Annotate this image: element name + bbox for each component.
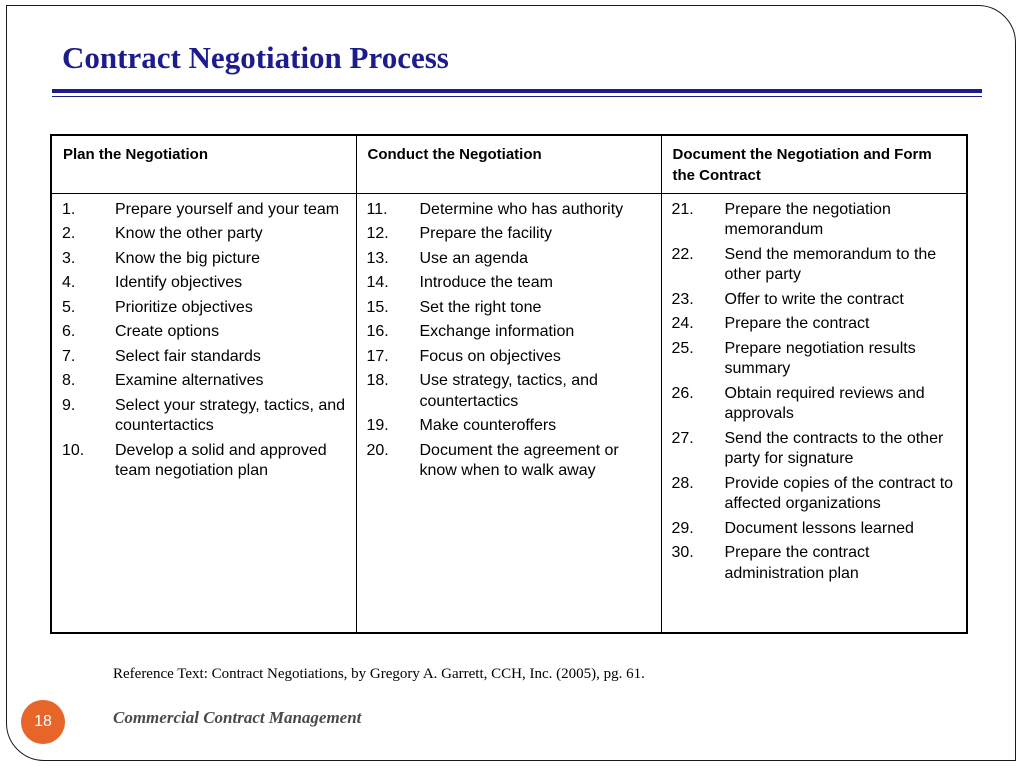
page-number-badge: [21, 700, 65, 744]
list-item: [367, 298, 653, 319]
step-number: 3.: [62, 249, 76, 267]
step-text: Introduce the team: [419, 274, 553, 291]
step-text: Prepare negotiation results summary: [724, 339, 916, 377]
step-text: Prepare the contract administration plan: [724, 544, 870, 582]
step-number: 7.: [62, 347, 76, 365]
list-item: [367, 200, 653, 221]
step-number: 25.: [671, 339, 694, 357]
step-number: 29.: [671, 519, 694, 537]
step-number: 30.: [671, 544, 694, 561]
column-plan: [51, 193, 356, 633]
step-text: Develop a solid and approved team negotiation plan: [115, 441, 327, 479]
column-header-document: Document the Negotiation and Form the Contract: [661, 135, 967, 193]
slide-title: Contract Negotiation Process: [62, 40, 449, 75]
step-number: 17.: [366, 347, 389, 365]
list-item: [672, 543, 959, 584]
step-number: 13.: [366, 249, 389, 267]
list-item: [62, 371, 348, 392]
step-text: Send the contracts to the other party for signature: [724, 429, 944, 467]
list-item: [367, 249, 653, 270]
step-text: Focus on objectives: [419, 347, 561, 365]
list-item: [367, 347, 653, 368]
list-item: [672, 519, 959, 540]
step-number: 9.: [62, 396, 76, 414]
step-text: Provide copies of the contract to affected organizations: [724, 474, 954, 512]
list-item: [62, 273, 348, 294]
list-item: [672, 339, 959, 380]
step-text: Set the right tone: [419, 298, 542, 316]
list-item: [62, 224, 348, 245]
list-item: [367, 371, 653, 412]
step-number: 10.: [62, 441, 85, 459]
list-item: [367, 224, 653, 245]
step-text: Prepare yourself and your team: [115, 200, 340, 218]
step-text: Determine who has authority: [419, 200, 624, 218]
column-header-plan: Plan the Negotiation: [51, 135, 356, 193]
column-document: [661, 193, 967, 633]
step-number: 5.: [62, 298, 76, 316]
step-text: Obtain required reviews and approvals: [724, 384, 925, 422]
column-header-conduct: Conduct the Negotiation: [356, 135, 661, 193]
step-number: 14.: [366, 274, 389, 291]
step-text: Identify objectives: [115, 274, 243, 291]
process-table: [50, 134, 968, 634]
list-item: [62, 249, 348, 270]
step-text: Know the other party: [115, 225, 263, 242]
reference-text: Reference Text: Contract Negotiations, by Gregory A. Garrett, CCH, Inc. (2005), pg. 61.: [113, 666, 645, 682]
list-item: [62, 200, 348, 221]
step-text: Prepare the facility: [419, 225, 553, 242]
step-number: 20.: [366, 441, 389, 459]
list-item: [367, 416, 653, 437]
step-number: 12.: [366, 225, 389, 242]
step-number: 16.: [366, 323, 389, 340]
step-text: Know the big picture: [115, 249, 260, 267]
step-text: Document the agreement or know when to walk away: [419, 441, 619, 479]
table-header-row: [51, 135, 967, 193]
list-item: [672, 290, 959, 311]
step-number: 22.: [671, 245, 694, 263]
step-number: 19.: [366, 417, 389, 434]
step-number: 1.: [62, 200, 76, 218]
step-number: 23.: [671, 290, 694, 308]
list-item: [62, 298, 348, 319]
step-number: 4.: [62, 274, 76, 291]
step-text: Document lessons learned: [724, 519, 914, 537]
step-text: Prepare the contract: [724, 315, 870, 332]
list-item: [367, 441, 653, 482]
step-number: 24.: [671, 315, 694, 332]
title-rule-thin: [52, 96, 982, 97]
step-number: 21.: [671, 200, 694, 218]
list-item: [672, 200, 959, 241]
step-text: Use strategy, tactics, and countertactics: [419, 372, 598, 410]
step-number: 18.: [366, 372, 389, 389]
step-text: Make counteroffers: [419, 417, 557, 434]
step-text: Send the memorandum to the other party: [724, 245, 937, 283]
list-item: [672, 474, 959, 515]
step-number: 27.: [671, 429, 694, 447]
step-number: 15.: [366, 298, 389, 316]
list-item: [62, 396, 348, 437]
plan-steps-list: [62, 200, 348, 482]
step-number: 8.: [62, 372, 76, 389]
list-item: [367, 322, 653, 343]
step-text: Create options: [115, 323, 220, 340]
step-number: 11.: [366, 200, 388, 218]
step-number: 6.: [62, 323, 76, 340]
step-text: Prepare the negotiation memorandum: [724, 200, 891, 238]
conduct-steps-list: [367, 200, 653, 482]
list-item: [62, 322, 348, 343]
step-text: Select fair standards: [115, 347, 261, 365]
step-text: Select your strategy, tactics, and countertactics: [115, 396, 346, 434]
list-item: [672, 314, 959, 335]
step-text: Use an agenda: [419, 249, 529, 267]
column-conduct: [356, 193, 661, 633]
step-number: 2.: [62, 225, 76, 242]
list-item: [367, 273, 653, 294]
step-text: Prioritize objectives: [115, 298, 253, 316]
list-item: [62, 441, 348, 482]
step-text: Examine alternatives: [115, 372, 264, 389]
list-item: [672, 429, 959, 470]
footer-text: Commercial Contract Management: [113, 708, 362, 727]
page-number: 18: [34, 713, 52, 730]
step-text: Offer to write the contract: [724, 290, 904, 308]
document-steps-list: [672, 200, 959, 585]
title-rule-thick: [52, 89, 982, 93]
table-body-row: [51, 193, 967, 633]
list-item: [672, 384, 959, 425]
step-number: 26.: [671, 384, 694, 402]
list-item: [62, 347, 348, 368]
step-text: Exchange information: [419, 323, 575, 340]
list-item: [672, 245, 959, 286]
step-number: 28.: [671, 474, 694, 492]
